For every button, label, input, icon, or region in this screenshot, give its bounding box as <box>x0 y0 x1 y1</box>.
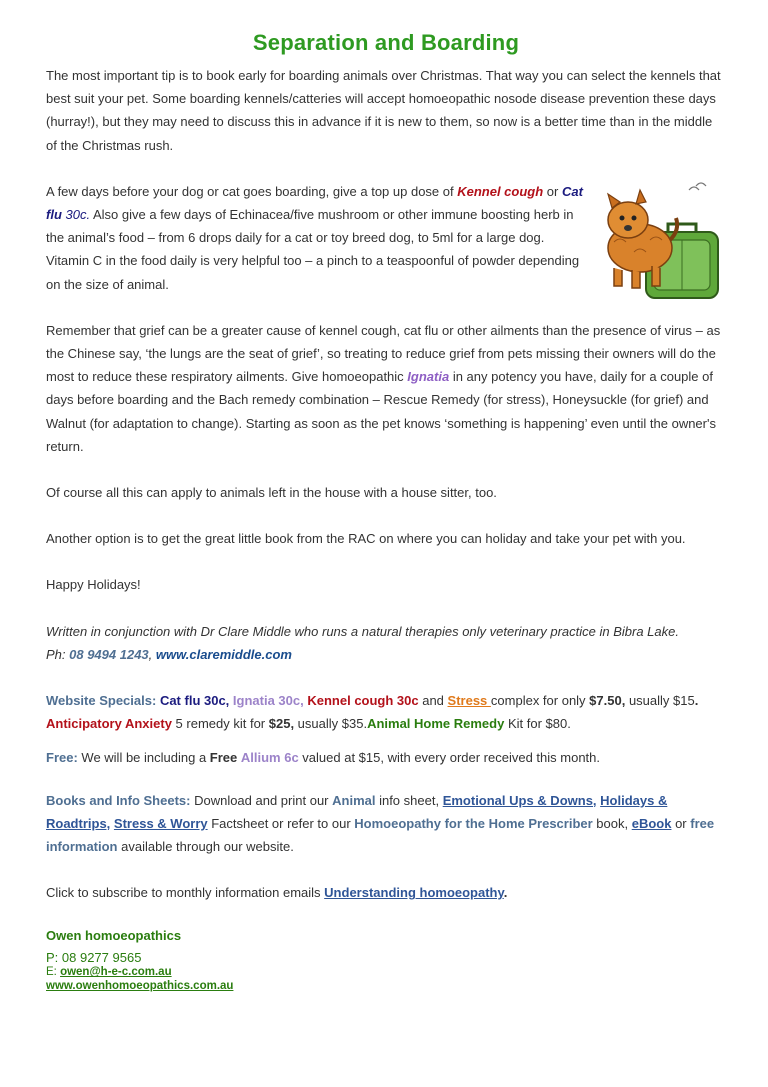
understanding-homoeopathy-link[interactable]: Understanding homoeopathy <box>324 885 504 901</box>
dog-with-suitcase-illustration <box>594 182 724 306</box>
special-anticipatory-anxiety: Anticipatory Anxiety <box>46 716 172 732</box>
rac-book-paragraph: Another option is to get the great little book from the RAC on where you can holiday and take your pet with you. <box>46 531 686 547</box>
company-name: Owen homoeopathics <box>46 928 182 944</box>
contact-phone: P: 08 9277 9565 <box>46 950 142 966</box>
emotional-ups-downs-link[interactable]: Emotional Ups & Downs, <box>442 792 597 808</box>
contact-email: E: owen@h-e-c.com.au <box>46 966 172 979</box>
free-allium: Allium 6c <box>240 750 299 766</box>
ebook-link[interactable]: eBook <box>631 815 672 831</box>
company-website-link[interactable]: www.owenhomoeopathics.com.au <box>46 980 234 993</box>
animal-info-link[interactable]: Animal <box>332 792 376 808</box>
house-sitter-paragraph: Of course all this can apply to animals left in the house with a house sitter, too. <box>46 485 497 501</box>
email-link[interactable]: owen@h-e-c.com.au <box>60 966 172 979</box>
clinic-website-link[interactable]: www.claremiddle.com <box>155 646 292 662</box>
subscribe-line: Click to subscribe to monthly information emails Understanding homoeopathy. <box>46 885 508 901</box>
specials-label: Website Specials: <box>46 693 157 709</box>
free-label: Free: <box>46 750 78 766</box>
clinic-phone: 08 9494 1243 <box>69 646 149 662</box>
special-price-1: $7.50, <box>589 693 626 709</box>
cat-flu-remedy: Cat flu <box>46 183 583 223</box>
special-cat-flu: Cat flu 30c, <box>159 693 230 709</box>
intro-paragraph: The most important tip is to book early for boarding animals over Christmas. That way you can select the kennels that best suit your pet. Some boarding kennels/catteries will accept homoeopathic nosode disease prevention these days (hurray!), but they may need to discuss this in advance if it is new to them, so now is a better time than in the middle of the Christmas rush. <box>46 68 721 153</box>
website-specials: Website Specials: Cat flu 30c, Ignatia 30c, Kennel cough 30c and Stress complex for only $7.50, usually $15. Anticipatory Anxiety 5 remedy kit for $25, usually $35.Animal Home Remedy Kit for $80. <box>46 693 699 732</box>
cat-flu-potency: 30c. <box>61 207 91 223</box>
holidays-roadtrips-link[interactable]: Holidays & Roadtrips, <box>46 792 668 831</box>
books-info: Books and Info Sheets: Download and print our Animal info sheet, Emotional Ups & Downs, Holidays & Roadtrips, Stress & Worry Factsheet or refer to our Homoeopathy for the Home Prescriber book, eBook or free information available through our website. <box>46 792 715 855</box>
special-ignatia: Ignatia 30c, <box>232 693 304 709</box>
kennel-cough-remedy: Kennel cough <box>457 183 544 199</box>
books-label: Books and Info Sheets: <box>46 792 191 808</box>
boarding-paragraph: A few days before your dog or cat goes boarding, give a top up dose of Kennel cough or Cat flu 30c. Also give a few days of Echinacea/five mushroom or other immune boosting herb in the animal’s food – from 6 drops daily for a cat or toy breed dog, to 5ml for a large dog. Vitamin C in the food daily is very helpful too – a pinch to a teaspoonful of powder depending on the size of animal. <box>46 183 583 292</box>
special-animal-home-remedy: Animal Home Remedy <box>367 716 505 732</box>
free-information-link[interactable]: free information <box>46 815 715 855</box>
ignatia-remedy: Ignatia <box>407 369 450 385</box>
free-offer: Free: We will be including a Free Allium 6c valued at $15, with every order received this month. <box>46 750 601 766</box>
page-title: Separation and Boarding <box>252 30 520 55</box>
grief-paragraph: Remember that grief can be a greater cause of kennel cough, cat flu or other ailments than the presence of virus – as the Chinese say, ‘the lungs are the seat of grief’, so treating to reduce grief from pets missing their owners will do the most to reduce these respiratory ailments. Give homoeopathic Ignatia in any potency you have, daily for a couple of days before boarding and the Bach remedy combination – Rescue Remedy (for stress), Honeysuckle (for grief) and Walnut (for adaptation to change). Starting as soon as the pet knows ‘something is happening’ even until the owner's return. <box>46 322 721 454</box>
contact-block <box>46 927 726 993</box>
special-kennel-cough: Kennel cough 30c <box>307 693 419 709</box>
credit-paragraph: Written in conjunction with Dr Clare Middle who runs a natural therapies only veterinary practice in Bibra Lake. Ph: 08 9494 1243, www.claremiddle.com <box>46 623 679 662</box>
special-price-2: $25, <box>268 716 295 732</box>
stress-worry-link[interactable]: Stress & Worry <box>113 815 208 831</box>
happy-holidays: Happy Holidays! <box>46 577 141 593</box>
document-page <box>46 30 726 993</box>
special-stress-link[interactable]: Stress <box>447 693 491 709</box>
home-prescriber-link[interactable]: Homoeopathy for the Home Prescriber <box>354 815 593 831</box>
